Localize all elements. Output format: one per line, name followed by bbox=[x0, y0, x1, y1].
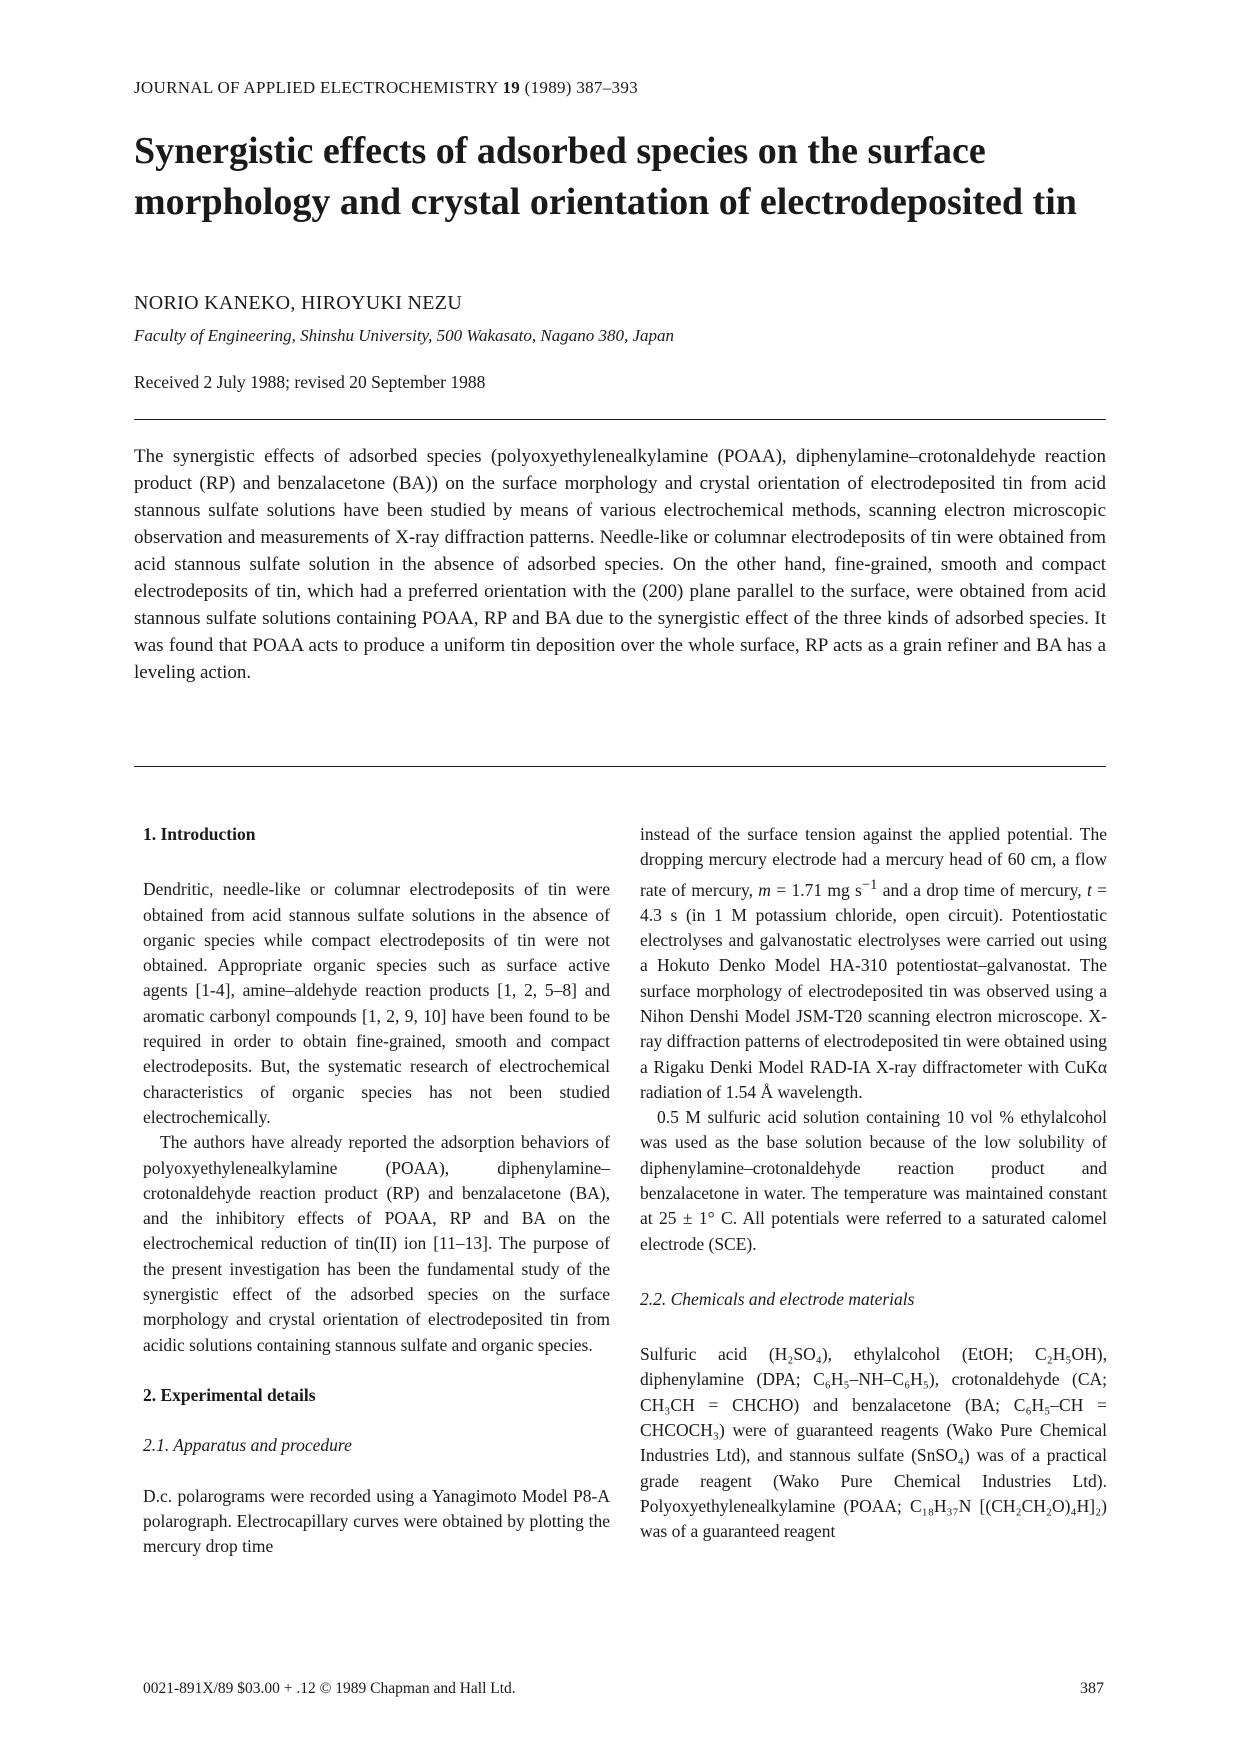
subsection-heading-chemicals: 2.2. Chemicals and electrode materials bbox=[640, 1288, 915, 1309]
journal-volume: 19 bbox=[502, 78, 521, 97]
symbol-m: m bbox=[758, 879, 771, 900]
section-heading-introduction: 1. Introduction bbox=[143, 824, 256, 844]
article-title: Synergistic effects of adsorbed species on the surface morphology and crystal orientation of electrodeposited tin bbox=[134, 130, 1077, 223]
journal-year-pages: (1989) 387–393 bbox=[524, 78, 638, 97]
chemicals-paragraph: Sulfuric acid (H₂SO₄), ethylalcohol (EtOH; C₂H₅OH), diphenylamine (DPA; C₆H₅–NH–C₆H₅), crotonaldehyde (CA; CH₃CH = CHCHO) and benzalacetone (BA; C₆H₅–CH = CHCOCH₃) were of guaranteed reagents (Wako Pure Chemical Industries Ltd), and stannous sulfate (SnSO₄) was of a practical grade reagent (Wako Pure Chemical Industries Ltd). Polyoxyethylenealkylamine (POAA; C₁₈H₃₇N [(CH₂CH₂O)₄H]₂) was of a guaranteed reagent bbox=[640, 1344, 1107, 1542]
symbol-t: t bbox=[1086, 879, 1092, 900]
right-column bbox=[640, 822, 1107, 1545]
abstract-top-rule bbox=[134, 419, 1106, 420]
apparatus-paragraph-2: 0.5 M sulfuric acid solution containing 10 vol % ethylalcohol was used as the base solution because of the low solubility of diphenylamine–crotonaldehyde reaction product and benzalacetone in water. The temperature was maintained constant at 25 ± 1° C. All potentials were referred to a saturated calomel electrode (SCE). bbox=[640, 1107, 1107, 1254]
abstract-bottom-rule bbox=[134, 766, 1106, 767]
page-number: 387 bbox=[1080, 1680, 1104, 1697]
received-dates: Received 2 July 1988; revised 20 September 1988 bbox=[134, 372, 486, 392]
apparatus-paragraph-continued: instead of the surface tension against the applied potential. The dropping mercury electrode had a mercury head of 60 cm, a flow rate of mercury, m = 1.71 mg $s^{-1}$ and a drop time of mercury, t = 4.3 s (in 1 M potassium chloride, open circuit). Potentiostatic electrolyses and galvanostatic electrolyses were carried out using a Hokuto Denko Model HA-310 potentiostat–galvanostat. The surface morphology of electrodeposited tin was observed using a Nihon Denshi Model JSM-T20 scanning electron microscope. X-ray diffraction patterns of electrodeposited tin were obtained using a Rigaku Denki Model RAD-IA X-ray diffractometer with CuKα radiation of 1.54 Å wavelength. bbox=[640, 824, 1107, 1102]
subsection-heading-apparatus: 2.1. Apparatus and procedure bbox=[143, 1435, 352, 1456]
journal-name: JOURNAL OF APPLIED ELECTROCHEMISTRY bbox=[134, 78, 498, 97]
section-heading-experimental: 2. Experimental details bbox=[143, 1384, 316, 1405]
authors: NORIO KANEKO, HIROYUKI NEZU bbox=[134, 292, 463, 314]
affiliation: Faculty of Engineering, Shinshu University, 500 Wakasato, Nagano 380, Japan bbox=[134, 326, 675, 345]
intro-paragraph-2: The authors have already reported the adsorption behaviors of polyoxyethylenealkylamine (POAA), diphenylamine–crotonaldehyde reaction product (RP) and benzalacetone (BA), and the inhibitory effects of POAA, RP and BA on the electrochemical reduction of tin(II) ion [11–13]. The purpose of the present investigation has been the fundamental study of the synergistic effect of the adsorbed species on the surface morphology and crystal orientation of electrodeposited tin from acidic solutions containing stannous sulfate and organic species. bbox=[143, 1132, 610, 1355]
abstract: The synergistic effects of adsorbed species (polyoxyethylenealkylamine (POAA), diphenylamine–crotonaldehyde reaction product (RP) and benzalacetone (BA)) on the surface morphology and crystal orientation of electrodeposited tin from acid stannous sulfate solutions have been studied by means of various electrochemical methods, scanning electron microscopic observation and measurements of X-ray diffraction patterns. Needle-like or columnar electrodeposits of tin were obtained from acid stannous sulfate solution in the absence of adsorbed species. On the other hand, fine-grained, smooth and compact electrodeposits of tin, which had a preferred orientation with the (200) plane parallel to the surface, were obtained from acid stannous sulfate solutions containing POAA, RP and BA due to the synergistic effect of the three kinds of adsorbed species. It was found that POAA acts to produce a uniform tin deposition over the whole surface, RP acts as a grain refiner and BA has a leveling action. bbox=[134, 446, 1106, 683]
intro-paragraph-1: Dendritic, needle-like or columnar electrodeposits of tin were obtained from acid stannous sulfate solutions in the absence of organic species while compact electrodeposits of tin were not obtained. Appropriate organic species such as surface active agents [1-4], amine–aldehyde reaction products [1, 2, 5–8] and aromatic carbonyl compounds [1, 2, 9, 10] have been found to be required in order to obtain fine-grained, smooth and compact electrodeposits. But, the systematic research of electrochemical characteristics of organic species has not been studied electrochemically. bbox=[143, 879, 610, 1127]
left-column bbox=[143, 822, 610, 1559]
footer-copyright: 0021-891X/89 $03.00 + .12 © 1989 Chapman and Hall Ltd. bbox=[143, 1680, 516, 1697]
apparatus-paragraph-start: D.c. polarograms were recorded using a Yanagimoto Model P8-A polarograph. Electrocapillary curves were obtained by plotting the mercury drop time bbox=[143, 1485, 610, 1557]
journal-header bbox=[134, 78, 638, 98]
